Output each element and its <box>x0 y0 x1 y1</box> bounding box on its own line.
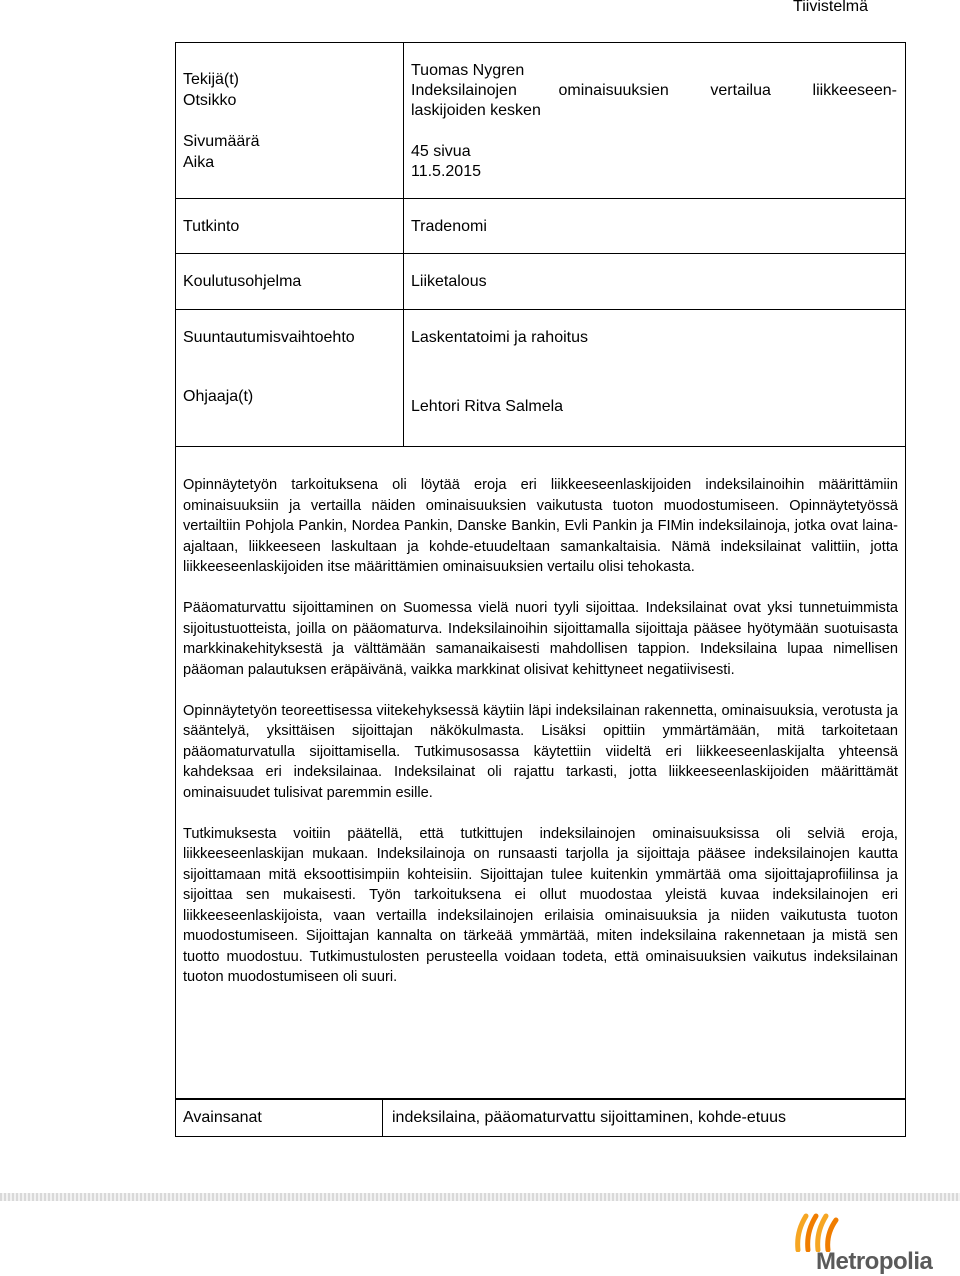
abstract-text <box>183 475 898 1008</box>
author-label: Tekijä(t) <box>183 71 240 88</box>
metropolia-logo-text: Metropolia <box>816 1248 933 1275</box>
supervisor-value: Lehtori Ritva Salmela <box>411 398 564 415</box>
column-divider <box>382 1099 383 1136</box>
abstract-paragraph-4: Tutkimuksesta voitiin päätellä, että tutkittujen indeksilainojen ominaisuuksissa oli selviä eroja, liikkeeseenlaskijan mukaan. Indeksilainoja on runsaasti tarjolla ja sijoittaja pääsee indeksilainojen kautta sijoittamaan mitä eksoottisimpiin kohteisiin. Sijoittajan tulee kuitenkin ymmärtää oma sijoittajaprofiilinsa ja sijoittaa sen mukaisesti. Työn tarkoituksena ei ollut muodostaa yleistä kuvaa indeksilainojen eri liikkeeseenlaskijoista, vaan vertailla indeksilainojen erilaisia ominaisuuksia ja niiden vaikutusta tuoton muodostumiseen. Sijoittajan kannalta on tärkeää ymmärtää, miten indeksilaina rakennetaan ja mistä sen tuotto muodostuu. Tutkimustulosten perusteella voidaan todeta, että ominaisuuksien vaikutus indeksilainan tuoton muodostumiseen oli suuri. <box>183 825 898 985</box>
keywords-value: indeksilaina, pääomaturvattu sijoittaminen, kohde-etuus <box>392 1109 787 1126</box>
specialisation-value: Laskentatoimi ja rahoitus <box>411 329 588 346</box>
author-value: Tuomas Nygren <box>411 62 525 79</box>
date-label: Aika <box>183 154 215 171</box>
footer-divider <box>0 1193 960 1201</box>
degree-label: Tutkinto <box>183 218 240 235</box>
metropolia-logo <box>788 1212 933 1275</box>
title-value-line2: laskijoiden kesken <box>411 102 541 119</box>
specialisation-label: Suuntautumisvaihtoehto <box>183 329 355 346</box>
abstract-paragraph-1: Opinnäytetyön tarkoituksena oli löytää eroja eri liikkeeseenlaskijoiden indeksilainoihin määrittämiin ominaisuuksiin ja vertailla näiden ominaisuuksien vaikutusta tuoton muodostumiseen. Opinnäytetyössä vertailtiin Pohjola Pankin, Nordea Pankin, Danske Bankin, Evli Pankin ja FIMin indeksilainoja, jotka ovat laina-ajaltaan, liikkeeseen laskultaan ja kohde-etuudeltaan samankaltaisia. Nämä indeksilainat valittiin, jotta liikkeeseenlaskijoiden itse määrittämien ominaisuuksien vertailu olisi tehokasta. <box>183 477 898 575</box>
title-value-line1: Indeksilainojen ominaisuuksien vertailua liikkeeseen- <box>411 82 897 99</box>
abstract-box <box>175 445 906 1100</box>
metadata-table <box>175 42 906 447</box>
pages-label: Sivumäärä <box>183 133 260 150</box>
programme-label: Koulutusohjelma <box>183 273 302 290</box>
supervisor-label: Ohjaaja(t) <box>183 388 254 405</box>
keywords-label: Avainsanat <box>183 1109 262 1126</box>
date-value: 11.5.2015 <box>411 163 481 180</box>
keywords-box <box>175 1098 906 1137</box>
row-divider <box>176 309 905 310</box>
document-type-label: Tiivistelmä <box>793 0 868 15</box>
column-divider <box>403 43 404 446</box>
metropolia-logo-mark-icon <box>788 1212 928 1252</box>
row-divider <box>176 198 905 199</box>
row-divider <box>176 253 905 254</box>
degree-value: Tradenomi <box>411 218 487 235</box>
programme-value: Liiketalous <box>411 273 487 290</box>
abstract-paragraph-2: Pääomaturvattu sijoittaminen on Suomessa vielä nuori tyyli sijoittaa. Indeksilainat ovat yksi tunnetuimmista sijoitustuotteista, joilla on pääomaturva. Indeksilainoihin sijoittamalla sijoittaja pääsee hyötymään suotuisasta markkinakehityksestä ja välttämään samanaikaisesti mahdollisen tappion. Indeksilaina lupaa nimellisen pääoman palautuksen eräpäivänä, vaikka markkinat olisivat kehittyneet negatiivisesti. <box>183 600 898 678</box>
pages-value: 45 sivua <box>411 143 471 160</box>
abstract-paragraph-3: Opinnäytetyön teoreettisessa viitekehyksessä käytiin läpi indeksilainan rakennetta, ominaisuuksia, verotusta ja sääntelyä, yksittäisen sijoittajan näkökulmasta. Lisäksi opittiin ymmärtämään, mitä tarkoitetaan pääomaturvatulla sijoittamisella. Tutkimusosassa käytettiin viideltä eri liikkeeseenlaskijalta yhteensä kahdeksaa eri indeksilainaa. Indeksilainat oli rajattu tarkasti, jotta liikkeeseenlaskijoiden määrittämät ominaisuudet tulisivat paremmin esille. <box>183 702 898 801</box>
title-label: Otsikko <box>183 92 237 109</box>
